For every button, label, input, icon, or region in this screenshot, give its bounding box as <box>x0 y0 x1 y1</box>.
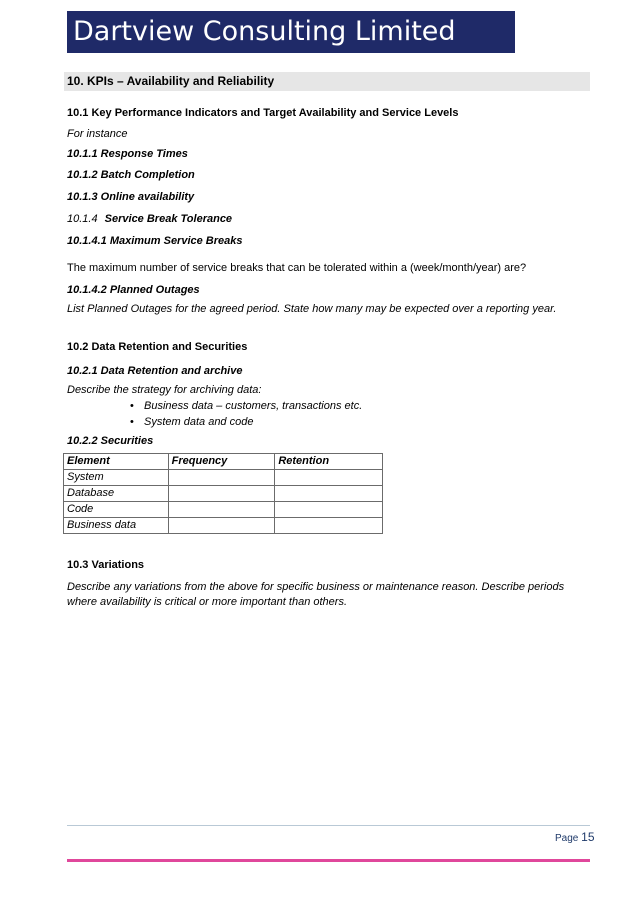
footer-divider <box>67 825 590 826</box>
table-row <box>64 518 383 534</box>
item-10-1-4-number: 10.1.4 <box>67 213 98 225</box>
table-row <box>64 502 383 518</box>
heading-10-2-2: 10.2.2 Securities <box>67 435 154 447</box>
heading-10-1: 10.1 Key Performance Indicators and Target Availability and Service Levels <box>67 107 459 119</box>
heading-10-2-1: 10.2.1 Data Retention and archive <box>67 365 243 377</box>
table-cell <box>168 470 275 486</box>
page-number-value: 15 <box>581 830 595 844</box>
item-10-1-4-title: Service Break Tolerance <box>104 213 233 225</box>
planned-outages-text: List Planned Outages for the agreed period. State how many may be expected over a reporting year. <box>67 303 557 315</box>
table-row <box>64 470 383 486</box>
item-10-1-3: 10.1.3 Online availability <box>67 191 195 203</box>
company-banner: Dartview Consulting Limited <box>67 11 515 53</box>
bullet-dot-icon: • <box>130 400 134 412</box>
footer-accent-line <box>67 859 590 862</box>
bullet-text: Business data – customers, transactions etc. <box>144 400 363 412</box>
table-cell <box>275 518 383 534</box>
archive-text: Describe the strategy for archiving data: <box>67 384 262 396</box>
heading-10-3: 10.3 Variations <box>67 559 145 571</box>
table-cell: System <box>64 470 169 486</box>
max-breaks-text: The maximum number of service breaks that can be tolerated within a (week/month/year) are? <box>67 262 527 274</box>
heading-10-2: 10.2 Data Retention and Securities <box>67 341 248 353</box>
item-10-1-1: 10.1.1 Response Times <box>67 148 188 160</box>
bullet-text: System data and code <box>144 416 254 428</box>
table-cell <box>168 502 275 518</box>
securities-table <box>63 453 383 534</box>
intro-text: For instance <box>67 128 128 140</box>
item-10-1-2: 10.1.2 Batch Completion <box>67 169 195 181</box>
section-heading: 10. KPIs – Availability and Reliability <box>64 72 590 91</box>
table-cell: Code <box>64 502 169 518</box>
table-cell: Database <box>64 486 169 502</box>
heading-10-1-4-2: 10.1.4.2 Planned Outages <box>67 284 200 296</box>
item-10-1-4 <box>67 212 232 226</box>
header-frequency: Frequency <box>168 454 275 470</box>
variations-text: Describe any variations from the above for specific business or maintenance reason. Describe periods where availability is critical or more important than others. <box>67 581 565 608</box>
table-cell <box>168 518 275 534</box>
header-element: Element <box>64 454 169 470</box>
table-cell <box>275 470 383 486</box>
table-cell <box>275 486 383 502</box>
table-header-row <box>64 454 383 470</box>
page-label: Page <box>555 833 579 844</box>
table-row <box>64 486 383 502</box>
bullet-dot-icon: • <box>130 416 134 428</box>
bullet-item <box>130 399 362 413</box>
page-number <box>555 830 595 844</box>
table-cell: Business data <box>64 518 169 534</box>
heading-10-1-4-1: 10.1.4.1 Maximum Service Breaks <box>67 235 243 247</box>
bullet-item <box>130 415 253 429</box>
table-cell <box>168 486 275 502</box>
table-cell <box>275 502 383 518</box>
header-retention: Retention <box>275 454 383 470</box>
